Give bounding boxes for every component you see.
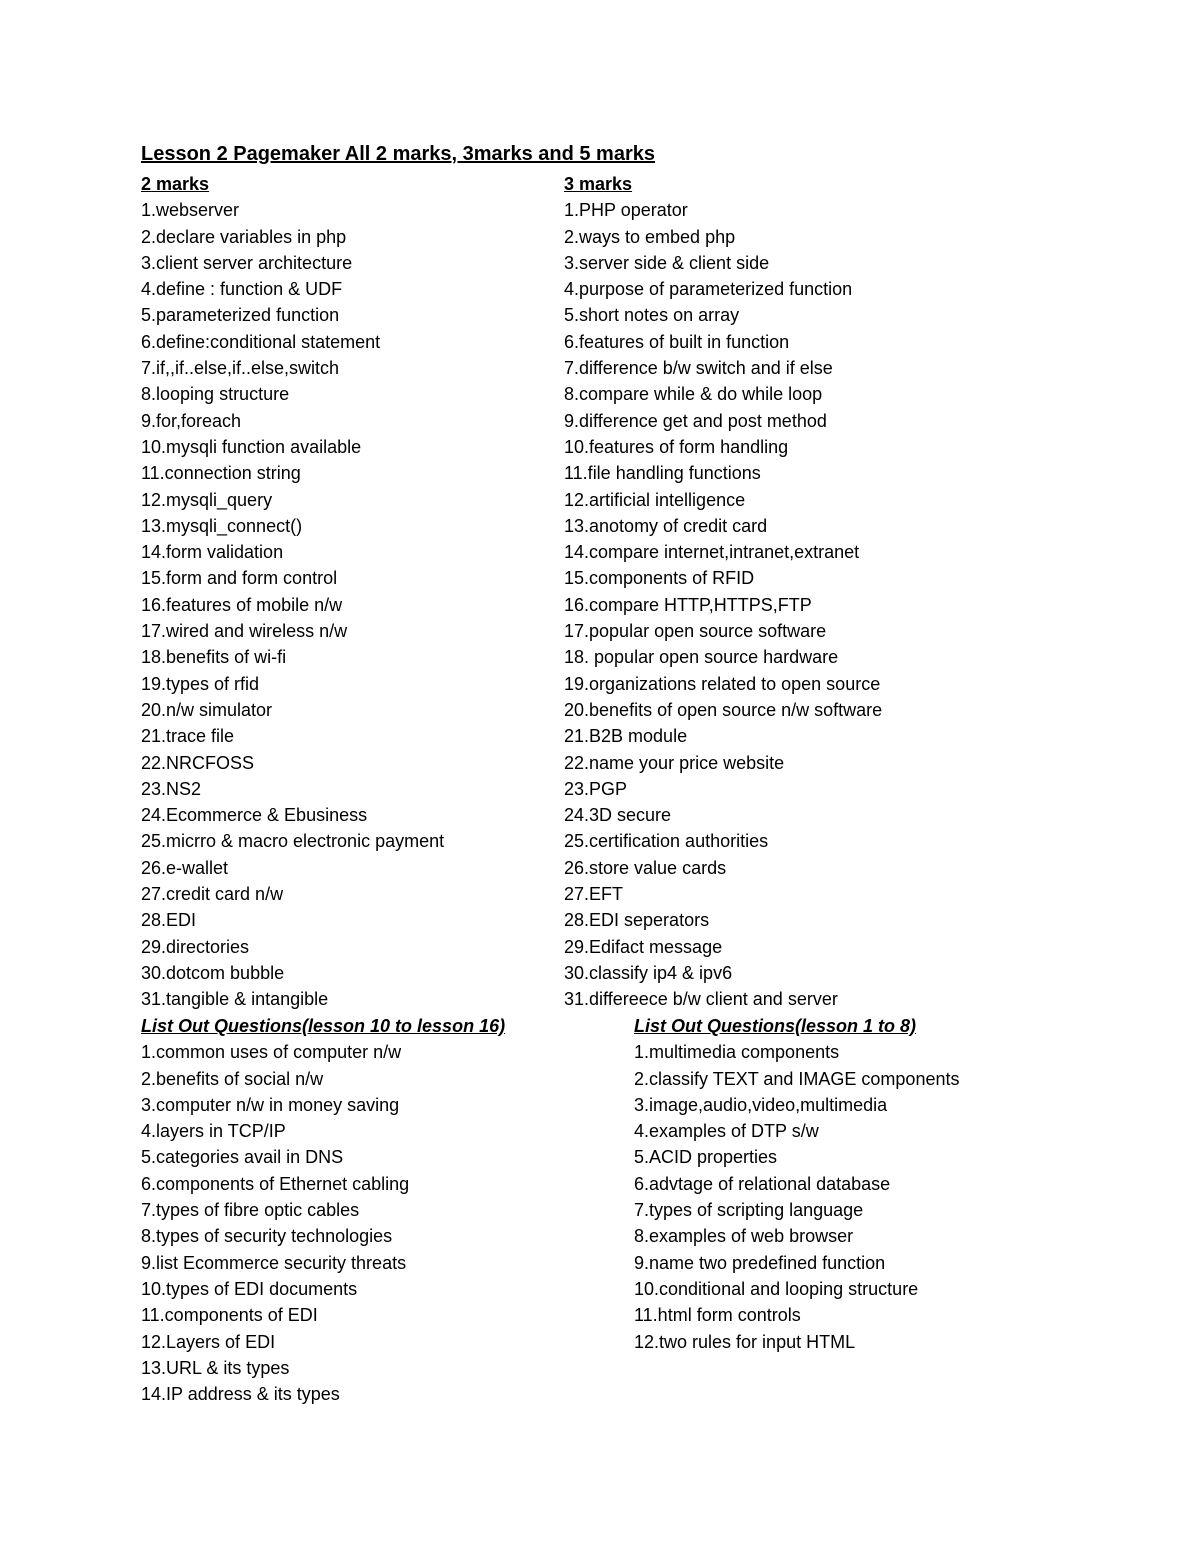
list-item: 5.categories avail in DNS — [141, 1147, 344, 1168]
list-item: 9.name two predefined function — [634, 1252, 886, 1273]
list-item: 4.purpose of parameterized function — [564, 279, 853, 300]
list-item: 23.NS2 — [141, 778, 202, 799]
list-item: 5.short notes on array — [564, 305, 740, 326]
list-out-1-8-heading: List Out Questions(lesson 1 to 8) — [634, 1016, 917, 1036]
list-item: 31.tangible & intangible — [141, 989, 329, 1010]
list-item: 10.types of EDI documents — [141, 1278, 358, 1299]
two-marks-heading: 2 marks — [141, 174, 210, 194]
three-marks-heading: 3 marks — [564, 174, 633, 194]
list-item: 23.PGP — [564, 778, 628, 799]
list-item: 2.classify TEXT and IMAGE components — [634, 1068, 960, 1089]
list-item: 24.Ecommerce & Ebusiness — [141, 805, 368, 826]
list-item: 4.define : function & UDF — [141, 279, 343, 300]
list-item: 28.EDI — [141, 910, 197, 931]
list-item: 1.multimedia components — [634, 1042, 840, 1063]
list-item: 8.examples of web browser — [634, 1226, 854, 1247]
list-item: 24.3D secure — [564, 805, 672, 826]
list-item: 31.differeece b/w client and server — [564, 989, 838, 1010]
list-item: 12.Layers of EDI — [141, 1331, 276, 1352]
list-item: 28.EDI seperators — [564, 910, 710, 931]
list-item: 1.webserver — [141, 200, 240, 221]
list-item: 12.artificial intelligence — [564, 489, 746, 510]
list-item: 13.anotomy of credit card — [564, 515, 768, 536]
list-item: 11.connection string — [141, 463, 301, 484]
list-item: 11.components of EDI — [141, 1305, 318, 1326]
list-item: 30.classify ip4 & ipv6 — [564, 962, 733, 983]
list-item: 29.directories — [141, 936, 250, 957]
list-item: 7.difference b/w switch and if else — [564, 358, 833, 379]
list-item: 9.difference get and post method — [564, 410, 827, 431]
list-item: 3.image,audio,video,multimedia — [634, 1094, 888, 1115]
list-item: 18.benefits of wi-fi — [141, 647, 287, 668]
list-item: 2.benefits of social n/w — [141, 1068, 324, 1089]
list-item: 22.name your price website — [564, 752, 785, 773]
list-item: 7.types of scripting language — [634, 1200, 864, 1221]
list-item: 22.NRCFOSS — [141, 752, 255, 773]
list-item: 19.types of rfid — [141, 673, 260, 694]
list-item: 8.compare while & do while loop — [564, 384, 823, 405]
list-item: 25.certification authorities — [564, 831, 769, 852]
list-item: 3.server side & client side — [564, 252, 770, 273]
list-item: 8.looping structure — [141, 384, 290, 405]
list-item: 13.mysqli_connect() — [141, 515, 303, 536]
list-item: 15.form and form control — [141, 568, 338, 589]
list-item: 9.for,foreach — [141, 410, 242, 431]
list-item: 21.trace file — [141, 726, 235, 747]
list-item: 7.if,,if..else,if..else,switch — [141, 358, 340, 379]
list-item: 11.html form controls — [634, 1305, 801, 1326]
three-marks-list — [564, 171, 882, 1013]
list-item: 9.list Ecommerce security threats — [141, 1252, 407, 1273]
page-title: Lesson 2 Pagemaker All 2 marks, 3marks and 5 marks — [141, 143, 655, 165]
list-item: 6.components of Ethernet cabling — [141, 1173, 410, 1194]
list-item: 10.conditional and looping structure — [634, 1278, 919, 1299]
list-item: 20.n/w simulator — [141, 699, 273, 720]
list-item: 3.computer n/w in money saving — [141, 1094, 400, 1115]
list-item: 26.store value cards — [564, 857, 727, 878]
list-item: 2.ways to embed php — [564, 226, 736, 247]
two-marks-list — [141, 171, 444, 1013]
list-item: 15.components of RFID — [564, 568, 755, 589]
list-item: 25.micrro & macro electronic payment — [141, 831, 445, 852]
list-item: 16.features of mobile n/w — [141, 594, 343, 615]
list-item: 21.B2B module — [564, 726, 688, 747]
list-item: 3.client server architecture — [141, 252, 353, 273]
list-item: 16.compare HTTP,HTTPS,FTP — [564, 594, 812, 615]
list-item: 27.EFT — [564, 884, 624, 905]
list-item: 27.credit card n/w — [141, 884, 284, 905]
list-item: 4.layers in TCP/IP — [141, 1121, 286, 1142]
list-item: 2.declare variables in php — [141, 226, 347, 247]
list-item: 8.types of security technologies — [141, 1226, 393, 1247]
list-item: 12.two rules for input HTML — [634, 1331, 856, 1352]
list-item: 6.define:conditional statement — [141, 331, 381, 352]
list-item: 18. popular open source hardware — [564, 647, 839, 668]
list-item: 29.Edifact message — [564, 936, 723, 957]
list-item: 17.popular open source software — [564, 621, 827, 642]
list-item: 1.common uses of computer n/w — [141, 1042, 402, 1063]
list-item: 4.examples of DTP s/w — [634, 1121, 819, 1142]
list-item: 26.e-wallet — [141, 857, 229, 878]
list-item: 19.organizations related to open source — [564, 673, 881, 694]
list-item: 30.dotcom bubble — [141, 962, 285, 983]
list-item: 5.ACID properties — [634, 1147, 778, 1168]
list-item: 7.types of fibre optic cables — [141, 1200, 360, 1221]
list-out-lesson-10-16 — [141, 1013, 505, 1407]
list-out-10-16-heading: List Out Questions(lesson 10 to lesson 16) — [141, 1016, 506, 1036]
list-item: 10.mysqli function available — [141, 436, 362, 457]
list-item: 13.URL & its types — [141, 1357, 290, 1378]
list-item: 6.features of built in function — [564, 331, 790, 352]
list-item: 10.features of form handling — [564, 436, 789, 457]
list-item: 14.form validation — [141, 542, 284, 563]
list-item: 1.PHP operator — [564, 200, 688, 221]
list-out-lesson-1-8 — [634, 1013, 959, 1355]
list-item: 14.compare internet,intranet,extranet — [564, 542, 860, 563]
list-item: 17.wired and wireless n/w — [141, 621, 348, 642]
list-item: 20.benefits of open source n/w software — [564, 699, 883, 720]
list-item: 5.parameterized function — [141, 305, 340, 326]
list-item: 14.IP address & its types — [141, 1384, 340, 1405]
list-item: 6.advtage of relational database — [634, 1173, 891, 1194]
list-item: 12.mysqli_query — [141, 489, 273, 510]
list-item: 11.file handling functions — [564, 463, 761, 484]
